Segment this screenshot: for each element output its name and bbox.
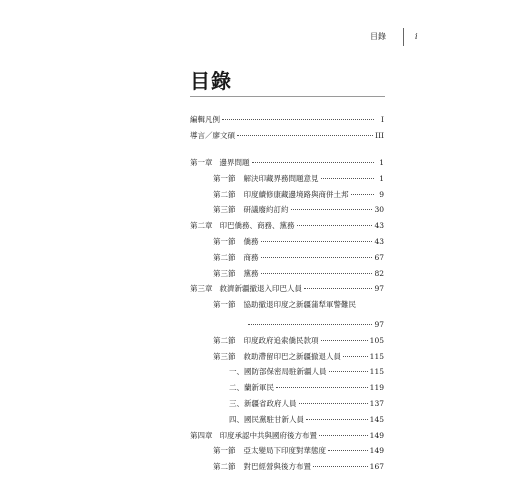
section-number: 第一節 [213,300,236,309]
toc-entry [190,281,384,297]
dot-leader [306,418,368,420]
toc-entry [213,187,384,203]
toc-entry [213,171,384,187]
page-title: 目錄 [190,69,232,93]
toc-entry [213,234,384,250]
toc-entry [229,380,384,396]
dot-leader [291,208,373,210]
toc-page-number: 43 [374,221,384,230]
running-head-title: 目錄 [370,32,386,41]
toc-page-number: 82 [374,269,384,278]
dot-leader [351,193,375,195]
dot-leader [248,323,372,325]
toc-entry [190,218,384,234]
subsection-number: 二、 [229,383,244,392]
subsection-number: 三、 [229,399,244,408]
toc-entry [213,333,384,349]
toc-entry-title: 解決印藏界務問題意見 [243,174,319,183]
toc-entry [190,155,384,171]
running-head-page-number: i [415,32,418,41]
toc-page-number: I [381,115,384,124]
toc-entry-label [190,112,220,128]
toc-entry-title: 救助滯留印巴之新疆撤退人員 [243,352,341,361]
dot-leader [343,355,368,357]
toc-entry [246,317,384,333]
toc-page-number: 115 [369,352,384,361]
toc-entry-title: 印度承認中共與國府後方布置 [219,431,317,440]
toc-page-number: 1 [379,174,384,183]
chapter-number: 第二章 [190,221,213,230]
toc-entry [213,202,384,218]
toc-entry-label [190,218,295,234]
toc-entry-title: 印巴僑務、商務、黨務 [219,221,295,230]
dot-leader [261,256,373,258]
toc-entry-label [213,349,341,365]
toc-page-number: 167 [369,462,384,471]
toc-page-number: 105 [369,336,384,345]
chapter-number: 第一章 [190,158,213,167]
dot-leader [329,370,368,372]
dot-leader [276,386,368,388]
toc-entry [229,412,384,428]
toc-entry-title: 編輯凡例 [190,115,220,124]
toc-page-number: 43 [374,237,384,246]
toc-page-number: 9 [379,190,384,199]
dot-leader [261,272,373,274]
toc-entry-label [190,128,235,144]
toc-page-number: 97 [374,320,384,329]
chapter-number: 第三章 [190,284,213,293]
toc-entry-title: 黨務 [243,269,259,278]
toc-entry-title: 僑務 [243,237,259,246]
dot-leader [321,177,375,179]
toc-page-number: 30 [374,205,384,214]
subsection-number: 四、 [229,415,244,424]
toc-entry-title: 新疆省政府人員 [244,399,297,408]
section-number: 第二節 [213,190,236,199]
toc-entry-label [213,234,259,250]
toc-entry-label [213,250,259,266]
toc-entry-title: 亞太變局下印度對華態度 [243,446,326,455]
dot-leader [222,118,374,120]
toc-page-number: 137 [369,399,384,408]
section-number: 第一節 [213,174,236,183]
toc-entry [213,443,384,459]
dot-leader [252,161,375,163]
section-number: 第三節 [213,269,236,278]
toc-entry-title: 蘭新軍民 [244,383,274,392]
toc-entry [213,459,384,475]
toc-entry-title: 研議廢約訂約 [243,205,289,214]
toc-entry-label [229,380,274,396]
dot-leader [297,224,373,226]
section-number: 第二節 [213,253,236,262]
toc-entry [213,349,384,365]
section-number: 第三節 [213,352,236,361]
toc-entry [229,396,384,412]
toc-entry-label [213,333,319,349]
toc-entry-label [213,171,319,187]
toc-entry-title: 邊界問題 [219,158,250,167]
toc-entry-label [213,297,356,313]
toc-entry-label [190,281,302,297]
dot-leader [321,339,368,341]
toc-entry-title: 協助撤退印度之新疆蒲犁軍警難民 [243,300,356,309]
toc-front-entry [190,112,384,128]
toc-entry-title: 商務 [243,253,259,262]
toc-entry-title: 國民黨駐甘新人員 [244,415,304,424]
toc-entry-label [229,412,304,428]
toc-page-number: 67 [374,253,384,262]
toc-entry-title: 救濟新疆撤退入印巴人員 [219,284,302,293]
toc-entry [229,364,384,380]
toc-entry-title: 印度續修康藏邊境路與商併土邦 [243,190,349,199]
toc-entry-label [213,187,349,203]
toc-entry-label [229,396,297,412]
toc-page-number: 119 [369,383,384,392]
toc-entry-title: 導言／廖文碩 [190,131,235,140]
dot-leader [313,465,368,467]
toc-entry [190,428,384,444]
subsection-number: 一、 [229,367,244,376]
toc-entry-title: 對巴經營與後方布置 [243,462,311,471]
toc-entry [213,266,384,282]
toc-entry-title: 國防部保密局駐新疆人員 [244,367,327,376]
toc-entry [213,250,384,266]
toc-entry-label [213,443,326,459]
toc-entry-label [229,364,327,380]
section-number: 第二節 [213,336,236,345]
toc-page-number: 115 [369,367,384,376]
toc-entry-label [213,459,311,475]
toc-entry [213,297,384,313]
toc-entry-label [190,428,317,444]
dot-leader [237,134,373,136]
dot-leader [319,434,368,436]
toc-entry-label [213,202,289,218]
toc-page-number: 149 [369,446,384,455]
toc-entry-label [213,266,259,282]
dot-leader [299,402,368,404]
chapter-number: 第四章 [190,431,213,440]
section-number: 第一節 [213,446,236,455]
toc-page-number: 145 [369,415,384,424]
section-number: 第一節 [213,237,236,246]
toc-entry-label [190,155,250,171]
dot-leader [328,449,368,451]
toc-page-number: 1 [379,158,384,167]
section-number: 第三節 [213,205,236,214]
toc-page-number: 149 [369,431,384,440]
section-number: 第二節 [213,462,236,471]
toc-page-number: 97 [374,284,384,293]
dot-leader [304,287,372,289]
toc-entry-title: 印度政府追索僑民款項 [243,336,319,345]
dot-leader [261,240,373,242]
toc-front-entry [190,128,384,144]
toc-page-number: III [375,131,384,140]
